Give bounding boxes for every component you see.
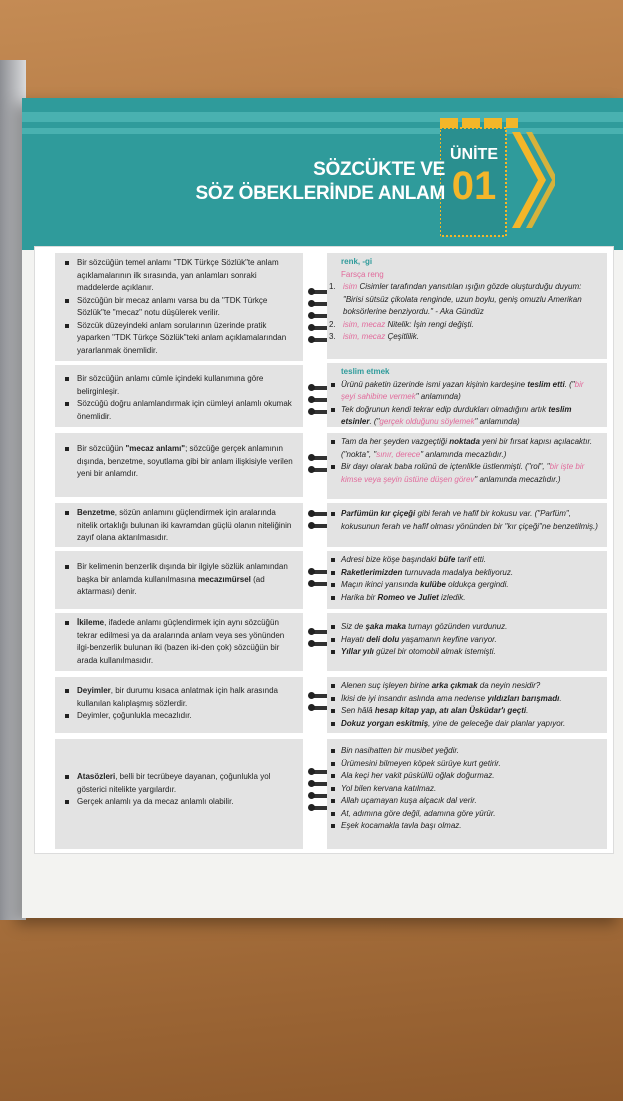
- key-term: arka çıkmak: [431, 681, 478, 690]
- text-span: Ürünü paketin üzerinde ismi yazan kişinin kardeşine: [341, 379, 528, 389]
- text-span: Sen hâlâ: [341, 706, 375, 715]
- content-card: [34, 246, 614, 854]
- key-term: İkileme: [77, 618, 105, 627]
- book-page: [22, 98, 623, 918]
- dictionary-headword: renk, -gi: [341, 257, 373, 266]
- example-sentence: [341, 379, 599, 404]
- text-span: Yol bilen kervana katılmaz.: [341, 783, 437, 793]
- key-term: "mecaz anlamı": [125, 444, 186, 453]
- key-term: deli dolu: [366, 634, 400, 644]
- left-box-2: [55, 365, 303, 427]
- key-term: Deyimler: [77, 686, 111, 695]
- text-span: Ürümesini bilmeyen köpek sürüye kurt getirir.: [341, 758, 501, 768]
- right-box-7: [327, 677, 607, 733]
- text-span: Bir sözcüğün: [77, 444, 126, 453]
- text-span: " anlamında mecazlıdır.): [474, 474, 561, 484]
- list-item: Bir sözcüğün anlamı cümle içindeki kullanımına göre belirginleşir.: [77, 373, 295, 398]
- right-box-5: [327, 551, 607, 609]
- text-span: . (": [564, 379, 575, 389]
- list-item: Sözcüğü doğru anlamlandırmak için cümleyi anlamlı okumak önemlidir.: [77, 398, 295, 423]
- list-item: Deyimler, çoğunlukla mecazlıdır.: [77, 710, 295, 723]
- left-box-8: [55, 739, 303, 849]
- grammar-tag: isim, mecaz: [343, 332, 386, 341]
- text-span: , sözün anlamını güçlendirmek için aralarında nitelik ortaklığı bulunan iki kavramdan güçlü olanın niteliğinin zayıf olana aktarılmasıdır.: [77, 508, 292, 542]
- definition-number: 1.: [329, 282, 336, 291]
- key-term: Raketlerimizden: [341, 567, 403, 577]
- definition-item: [329, 331, 599, 344]
- list-item: [77, 561, 295, 599]
- text-span: .: [526, 706, 529, 715]
- key-term: teslim etti: [527, 379, 565, 389]
- unit-number: 01: [451, 164, 497, 208]
- right-box-1: [327, 253, 607, 359]
- text-span: ; sözcüğe gerçek anlamının dışında, benzetme, soyutlama gibi bir anlam ilişkisiyle verilen yeni bir anlamdır.: [77, 444, 293, 478]
- dictionary-etymology: Farsça reng: [341, 269, 384, 279]
- text-span: Alenen suç işleyen birine: [341, 681, 432, 690]
- text-span: Cisimler tarafından yansıtılan ışığın gözde oluşturduğu duyum: "Birisi sütsüz çikolata renginde, uzun boylu, geniş omuzlu Amerikan boksörlerine benziyordu." - Aka Gündüz: [343, 282, 582, 316]
- key-term: Yıllar yılı: [341, 647, 374, 656]
- text-span: güzel bir otomobil almak istemişti.: [373, 647, 496, 656]
- text-span: yaşamanın keyfine varıyor.: [399, 634, 497, 644]
- proverb-item: [341, 758, 599, 771]
- example-sentence: [341, 634, 599, 647]
- text-span: tarif etti.: [455, 555, 486, 564]
- text-span: Tek doğrunun kendi tekrar edip durdukları olmadığını artık: [341, 404, 549, 414]
- unit-banner: [22, 98, 623, 250]
- left-box-3: [55, 433, 303, 497]
- example-sentence: [341, 436, 599, 461]
- example-sentence: [341, 592, 599, 605]
- key-term: Atasözleri: [77, 772, 116, 781]
- list-item: Sözcüğün bir mecaz anlamı varsa bu da "TDK Türkçe Sözlük"te "mecaz" notu düşülerek verilir.: [77, 295, 295, 320]
- meaning-highlight: bir şeyi sahibine vermek: [341, 379, 584, 401]
- list-item: Bir sözcüğün temel anlamı "TDK Türkçe Sözlük"te anlam açıklamalarının ilk sırasında, yan anlamları sonraki maddelerde açıklanır.: [77, 257, 295, 295]
- key-term: Parfümün kır çiçeği: [341, 509, 416, 518]
- left-box-1: [55, 253, 303, 361]
- text-span: Siz de: [341, 622, 366, 631]
- key-term: noktada: [449, 437, 480, 446]
- text-span: .: [559, 693, 562, 703]
- text-span: " anlamında mecazlıdır.): [420, 449, 507, 459]
- example-sentence: [341, 680, 599, 693]
- text-span: Bin nasihatten bir musibet yeğdir.: [341, 746, 459, 755]
- unit-title: [196, 158, 446, 206]
- dictionary-headword: teslim etmek: [341, 367, 390, 376]
- text-span: Bir kelimenin benzerlik dışında bir ilgiyle sözlük anlamından başka bir anlamda kullanılmasına: [77, 562, 288, 584]
- key-term: teslim etsinler: [341, 404, 572, 426]
- text-span: Allah uçamayan kuşa alçacık dal verir.: [341, 796, 477, 805]
- key-term: hesap kitap yap, atı alan Üsküdar'ı geçti: [374, 706, 527, 715]
- left-box-7: [55, 677, 303, 733]
- text-span: yeni bir fırsat kapısı açılacaktır. ("nokta", ": [341, 437, 593, 459]
- list-item: Gerçek anlamlı ya da mecaz anlamlı olabilir.: [77, 796, 295, 809]
- example-sentence: [341, 579, 599, 592]
- key-term: Romeo ve Juliet: [377, 592, 439, 602]
- text-span: , ifadede anlamı güçlendirmek için aynı sözcüğün tekrar edilmesi ya da aralarında anlam veya ses yönünden ilgi-benzerlik bulunan iki (bazen iki-den çok) sözcüğün bir arada kullanılmasıdır.: [77, 618, 285, 665]
- text-span: Ala keçi her vakit püsküllü oğlak doğurmaz.: [341, 771, 495, 780]
- list-item: [77, 443, 295, 481]
- example-sentence: [341, 404, 599, 429]
- right-box-8: [327, 739, 607, 849]
- example-sentence: [341, 567, 599, 580]
- left-box-4: [55, 503, 303, 547]
- text-span: gibi ferah ve hafif bir kokusu var. ("Parfüm", kokusunun ferah ve hafif olması yönünden bir "kır çiçeği"ne benzetilmiş.): [341, 509, 598, 531]
- text-span: , belli bir tecrübeye dayanan, çoğunlukla yol gösterici nitelikte yargılardır.: [77, 772, 271, 794]
- example-sentence: [341, 705, 599, 718]
- meaning-highlight: bir işte bir kimse veya şeyin üstüne düşen görev: [341, 462, 585, 484]
- text-span: " anlamında): [474, 417, 520, 426]
- proverb-item: [341, 745, 599, 758]
- text-span: . (": [369, 417, 380, 426]
- unit-title-line1: SÖZCÜKTE VE: [313, 159, 445, 180]
- unit-label: ÜNİTE: [450, 146, 498, 163]
- example-sentence: [341, 693, 599, 706]
- meaning-highlight: sınır, derece: [376, 449, 421, 459]
- list-item: [77, 685, 295, 710]
- list-item: Sözcük düzeyindeki anlam sorularının üzerinde pratik yaparken "TDK Türkçe Sözlük"teki anlam açıklamalarından yararlanmak önemlidir.: [77, 320, 295, 358]
- left-box-6: [55, 613, 303, 671]
- list-item: [77, 771, 295, 796]
- key-term: kulübe: [420, 580, 446, 589]
- right-box-3: [327, 433, 607, 499]
- right-box-2: [327, 363, 607, 427]
- example-sentence: [341, 554, 599, 567]
- proverb-item: [341, 770, 599, 783]
- text-span: Çeşitlilik.: [385, 332, 420, 341]
- text-span: At, adımına göre değil, adamına göre yürür.: [341, 808, 496, 818]
- text-span: da neyin nesidir?: [477, 681, 541, 690]
- list-item: [77, 507, 295, 545]
- definition-number: 3.: [329, 332, 336, 341]
- key-term: şaka maka: [365, 622, 406, 631]
- text-span: Maçın ikinci yarısında: [341, 580, 421, 589]
- proverb-item: [341, 820, 599, 833]
- grammar-tag: isim, mecaz: [343, 319, 386, 329]
- grammar-tag: isim: [343, 282, 358, 291]
- text-span: Harika bir: [341, 592, 378, 602]
- proverb-item: [341, 783, 599, 796]
- right-box-4: [327, 503, 607, 547]
- definition-number: 2.: [329, 319, 336, 329]
- example-sentence: [341, 461, 599, 486]
- definition-item: [329, 319, 599, 332]
- example-sentence: [341, 508, 599, 533]
- proverb-item: [341, 795, 599, 808]
- unit-title-line2: SÖZ ÖBEKLERİNDE ANLAM: [195, 183, 445, 204]
- text-span: Nitelik: İşin rengi değişti.: [385, 319, 474, 329]
- text-span: Bir dayı olarak baba rolünü de içtenlikle üstlenmişti. ("rol", ": [341, 462, 550, 471]
- key-term: Benzetme: [77, 508, 115, 517]
- example-sentence: [341, 718, 599, 731]
- text-span: , bir durumu kısaca anlatmak için halk arasında kullanılan kalıplaşmış sözlerdir.: [77, 686, 278, 708]
- example-sentence: [341, 646, 599, 659]
- text-span: turnayı gözünden vurdunuz.: [405, 622, 508, 631]
- definition-item: [329, 281, 599, 319]
- text-span: İkisi de iyi insandır aslında ama nedense: [341, 693, 488, 703]
- list-item: [77, 617, 295, 667]
- text-span: " anlamında): [415, 392, 461, 401]
- key-term: mecazımürsel: [197, 574, 251, 584]
- text-span: Eşek kocamakla tavla başı olmaz.: [341, 821, 462, 830]
- proverb-item: [341, 808, 599, 821]
- right-box-6: [327, 613, 607, 671]
- text-span: izledik.: [438, 592, 466, 602]
- key-term: yıldızları barışmadı: [487, 693, 560, 703]
- example-sentence: [341, 621, 599, 634]
- text-span: Adresi bize köşe başındaki: [341, 555, 439, 564]
- text-span: Tam da her şeyden vazgeçtiği: [341, 437, 450, 446]
- text-span: Hayatı: [341, 634, 367, 644]
- left-box-5: [55, 551, 303, 609]
- text-span: turnuvada madalya bekliyoruz.: [402, 567, 514, 577]
- text-span: (ad aktarması) denir.: [77, 574, 265, 596]
- meaning-highlight: gerçek olduğunu söylemek: [379, 417, 475, 426]
- key-term: büfe: [438, 555, 456, 564]
- text-span: oldukça gergindi.: [445, 580, 509, 589]
- text-span: , yine de geleceğe dair planlar yapıyor.: [428, 718, 566, 728]
- key-term: Dokuz yorgan eskitmiş: [341, 718, 429, 728]
